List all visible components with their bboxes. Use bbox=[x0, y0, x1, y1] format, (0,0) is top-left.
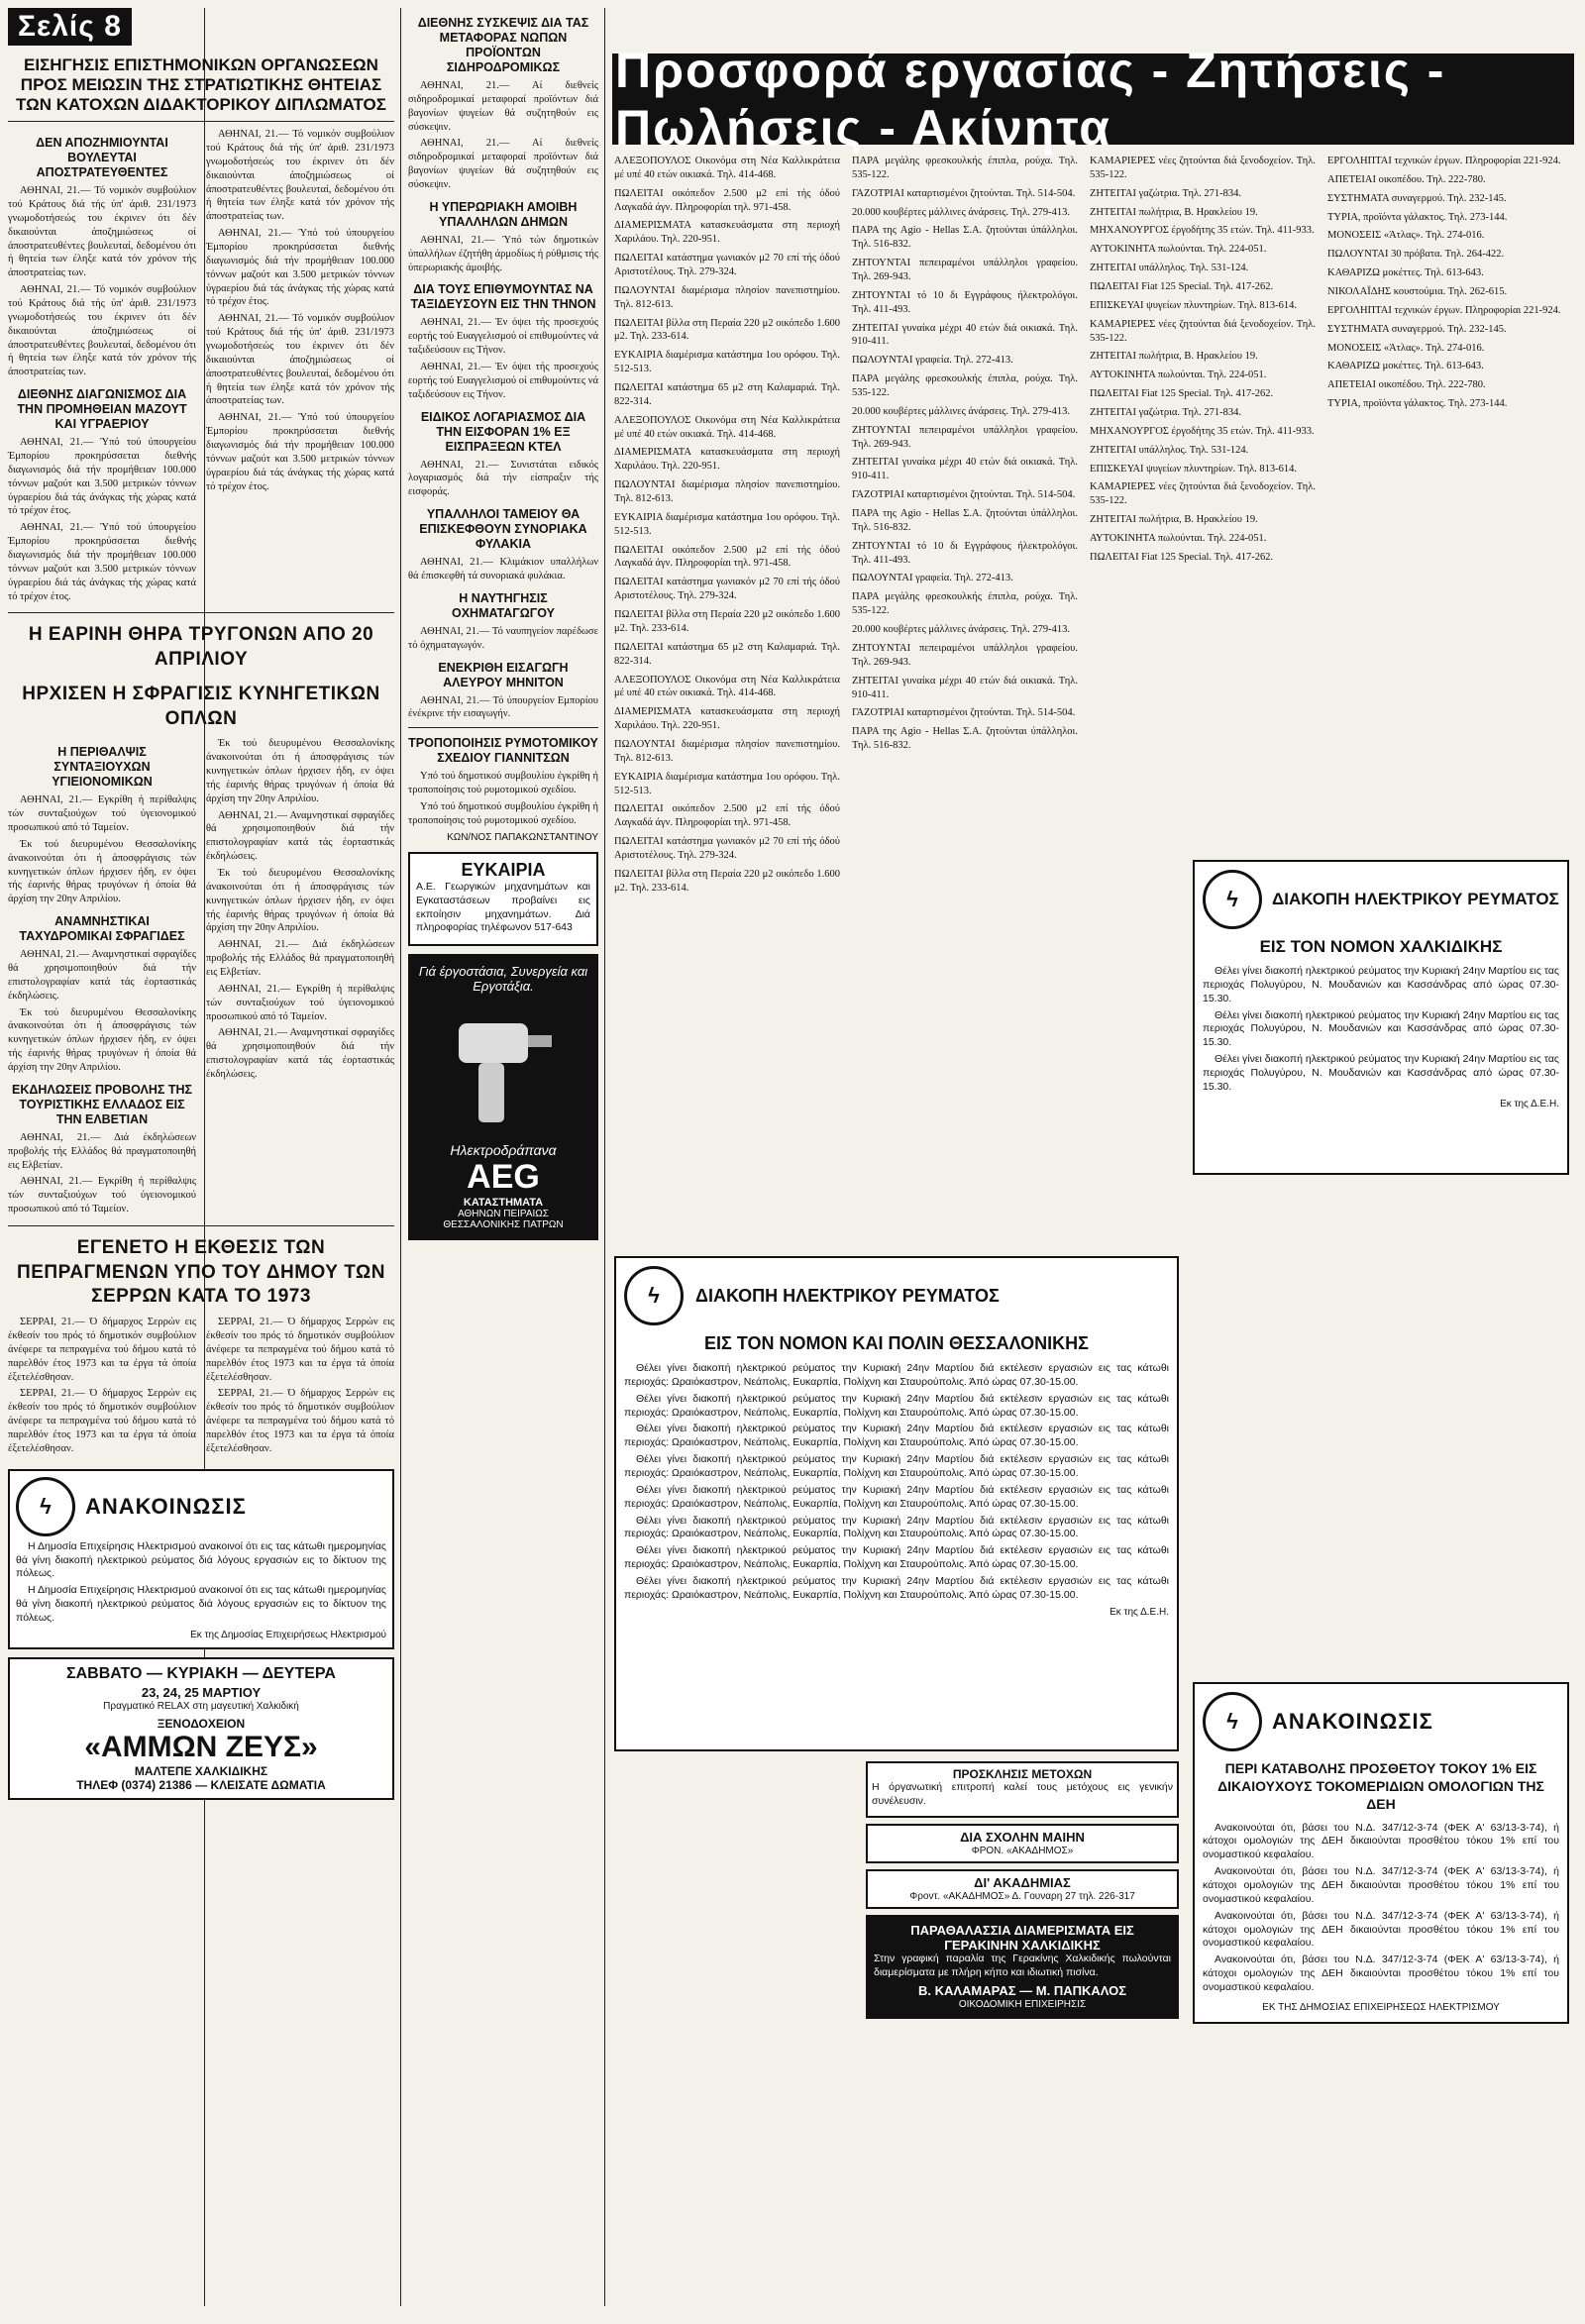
eukairia-title: ΕΥΚΑΙΡΙΑ bbox=[461, 859, 546, 880]
announcement-text: Ανακοινούται ότι, βάσει του Ν.Δ. 347/12-3-74 (ΦΕΚ Α' 63/13-3-74), ή κάτοχοι ομολογιών της ΔΕΗ δικαιούνται προσθέτου τόκου 1% επί του ονομαστικού κεφαλαίου. bbox=[1203, 1865, 1559, 1905]
classified-item: ΖΗΤΕΙΤΑΙ γυναίκα μέχρι 40 ετών διά οικιακά. Τηλ. 910-411. bbox=[852, 457, 1078, 482]
article-text: ΑΘΗΝΑΙ, 21.— Ύπό τού ύπουργείου Έμπορίου προκηρύσσεται διεθνής διαγωνισμός διά τήν προμήθειαν 100.000 τόννων μαζούτ και 3.500 μετρικών τόννων ύγραερίου διά τάς άνάγκας τής χώρας κατά τό τρέχον έτος. bbox=[8, 522, 196, 602]
classified-item: ΓΑΖΟΤΡΙΑΙ καταρτισμένοι ζητούνται. Τηλ. 514-504. bbox=[852, 707, 1076, 719]
classifieds-column-2 bbox=[852, 155, 1078, 758]
classified-item: ΓΑΖΟΤΡΙΑΙ καταρτισμένοι ζητούνται. Τηλ. 514-504. bbox=[852, 489, 1076, 501]
outage-text: Θέλει γίνει διακοπή ηλεκτρικού ρεύματος την Κυριακή 24ην Μαρτίου διά εκτέλεσιν εργασιών εις τας κάτωθι περιοχάς: Ωραιόκαστρον, Νεάπολις, Ευκαρπία, Πολίχνη και Σταυρούπολις. Άπό ώρας 07.30-15.00. bbox=[624, 1392, 1169, 1419]
classified-item: ΖΗΤΟΥΝΤΑΙ τό 10 δι Εγγράφους ήλεκτρολόγοι. Τηλ. 411-493. bbox=[852, 289, 1078, 315]
article-text: Έκ τού διευρυμένου Θεσσαλονίκης άνακοινούται ότι ή άποσφράγισις τών κυνηγετικών όπλων ήρχισεν ήδη, εν όψει τής έαρινής θήρας τρυγόνων ή όποία θά άρχίση την 20ην Απριλίου. bbox=[8, 838, 196, 905]
classified-item: ΠΑΡΑ μεγάλης φρεσκουλκής έπιπλα, ρούχα. Τηλ. 535-122. bbox=[852, 373, 1078, 399]
subheading: Η ΥΠΕΡΩΡΙΑΚΗ ΑΜΟΙΒΗ ΥΠΑΛΛΗΛΩΝ ΔΗΜΩΝ bbox=[429, 199, 578, 229]
classified-item: ΔΙΑΜΕΡΙΣΜΑΤΑ κατασκευάσματα στη περιοχή Χαριλάου. Τηλ. 220-951. bbox=[614, 447, 840, 473]
announcement-title: ΑΝΑΚΟΙΝΩΣΙΣ bbox=[85, 1493, 247, 1519]
classified-item: ΠΩΛΕΙΤΑΙ Fiat 125 Special. Τηλ. 417-262. bbox=[1090, 388, 1274, 400]
classified-item: 20.000 κουβέρτες μάλλινες άνάρσεις. Τηλ. 279-413. bbox=[852, 405, 1070, 417]
classified-item: ΑΛΕΞΟΠΟΥΛΟΣ Οικονόμα στη Νέα Καλλικράτεια μέ υπέ 40 ετών οικιακά. Τηλ. 414-468. bbox=[614, 156, 840, 180]
article-text: ΑΘΗΝΑΙ, 21.— Τό ύπουργείον Εμπορίου ένέκρινε τήν εισαγωγήν. bbox=[408, 694, 598, 720]
article-text: ΑΘΗΝΑΙ, 21.— Διά έκδηλώσεων προβολής τής Ελλάδος θά πραγματοποιηθή εις Ελβετίαν. bbox=[8, 1131, 196, 1171]
classified-item: ΠΑΡΑ μεγάλης φρεσκουλκής έπιπλα, ρούχα. Τηλ. 535-122. bbox=[852, 591, 1078, 617]
classified-item: ΠΩΛΕΙΤΑΙ κατάστημα γωνιακόν μ2 70 επί τής όδού Αριστοτέλους. Τηλ. 279-324. bbox=[614, 253, 840, 278]
classified-item: ΖΗΤΕΙΤΑΙ πωλήτρια, Β. Ηρακλείου 19. bbox=[1090, 514, 1258, 526]
dei-logo-icon: ϟ bbox=[1203, 1692, 1262, 1751]
section-headline: Η ΕΑΡΙΝΗ ΘΗΡΑ ΤΡΥΓΟΝΩΝ ΑΠΟ 20 ΑΠΡΙΛΙΟΥ bbox=[28, 624, 374, 671]
apartments-text: Στην γραφική παραλία της Γερακίνης Χαλκιδικής πωλούνται διαμερίσματα με πλήρη κήπο και ιδιωτική πισίνα. bbox=[874, 1952, 1171, 1978]
aeg-brand: AEG bbox=[467, 1158, 540, 1197]
classified-item: ΕΥΚΑΙΡΙΑ διαμέρισμα κατάστημα 1ου ορόφου. Τηλ. 512-513. bbox=[614, 511, 840, 537]
outage-text: Θέλει γίνει διακοπή ηλεκτρικού ρεύματος την Κυριακή 24ην Μαρτίου διά εκτέλεσιν εργασιών εις τας κάτωθι περιοχάς: Ωραιόκαστρον, Νεάπολις, Ευκαρπία, Πολίχνη και Σταυρούπολις. Άπό ώρας 07.30-15.00. bbox=[624, 1544, 1169, 1571]
classified-item: ΜΗΧΑΝΟΥΡΓΟΣ έργοδήτης 35 ετών. Τηλ. 411-933. bbox=[1090, 425, 1315, 437]
classified-item: ΕΥΚΑΙΡΙΑ διαμέρισμα κατάστημα 1ου ορόφου. Τηλ. 512-513. bbox=[614, 350, 840, 375]
announcement-text: Ανακοινούται ότι, βάσει του Ν.Δ. 347/12-3-74 (ΦΕΚ Α' 63/13-3-74), ή κάτοχοι ομολογιών της ΔΕΗ δικαιούνται προσθέτου τόκου 1% επί του ονομαστικού κεφαλαίου. bbox=[1203, 1954, 1559, 1994]
subheading: Η ΠΕΡΙΘΑΛΨΙΣ ΣΥΝΤΑΞΙΟΥΧΩΝ ΥΓΙΕΙΟΝΟΜΙΚΩΝ bbox=[52, 745, 153, 790]
dei-logo-icon: ϟ bbox=[16, 1477, 75, 1536]
article-text: ΑΘΗΝΑΙ, 21.— Ύπό τού ύπουργείου Έμπορίου προκηρύσσεται διεθνής διαγωνισμός διά τήν προμήθειαν 100.000 τόννων μαζούτ και 3.500 μετρικών τόννων ύγραερίου διά τάς άνάγκας τής χώρας κατά τό τρέχον έτος. bbox=[206, 228, 394, 308]
classified-item: ΖΗΤΕΙΤΑΙ γαζώτρια. Τηλ. 271-834. bbox=[1090, 407, 1241, 419]
article-text: ΣΕΡΡΑΙ, 21.— Ό δήμαρχος Σερρών εις έκθεσίν του πρός τό δημοτικόν συμβούλιον άνέφερε τα πεπραγμένα τού δήμου κατά τό παρελθόν έτος 1973 και τα έργα τά όποία έξετελέσθησαν. bbox=[8, 1317, 196, 1383]
classifieds-column-1 bbox=[614, 155, 840, 900]
classified-item: ΚΑΘΑΡΙΖΩ μοκέττες. Τηλ. 613-643. bbox=[1327, 267, 1484, 279]
article-text: ΑΘΗΝΑΙ, 21.— Διά έκδηλώσεων προβολής τής Ελλάδος θά πραγματοποιηθή εις Ελβετίαν. bbox=[206, 939, 394, 978]
classified-item: ΝΙΚΟΛΑΪΔΗΣ κουστούμια. Τηλ. 262-615. bbox=[1327, 286, 1508, 298]
classified-item: ΓΑΖΟΤΡΙΑΙ καταρτισμένοι ζητούνται. Τηλ. 514-504. bbox=[852, 187, 1076, 199]
outage-text: Θέλει γίνει διακοπή ηλεκτρικού ρεύματος την Κυριακή 24ην Μαρτίου διά εκτέλεσιν εργασιών εις τας κάτωθι περιοχάς: Ωραιόκαστρον, Νεάπολις, Ευκαρπία, Πολίχνη και Σταυρούπολις. Άπό ώρας 07.30-15.00. bbox=[624, 1514, 1169, 1540]
aeg-cities: ΑΘΗΝΩΝ ΠΕΙΡΑΙΩΣ ΘΕΣΣΑΛΟΝΙΚΗΣ ΠΑΤΡΩΝ bbox=[443, 1209, 564, 1231]
eukairia-ad bbox=[408, 852, 598, 946]
column-rule bbox=[604, 8, 605, 2306]
outage-text: Θέλει γίνει διακοπή ηλεκτρικού ρεύματος την Κυριακή 24ην Μαρτίου εις τας περιοχάς Πολυγύρου, Ν. Μουδανιών και Κασσάνδρας από ώρας 07.30-15.30. bbox=[1203, 965, 1559, 1004]
school-title: ΔΙΑ ΣΧΟΛΗΝ ΜΑΙΗΝ bbox=[960, 1829, 1085, 1845]
announcement-subtitle: ΠΕΡΙ ΚΑΤΑΒΟΛΗΣ ΠΡΟΣΘΕΤΟΥ ΤΟΚΟΥ 1% ΕΙΣ ΔΙΚΑΙΟΥΧΟΥΣ ΤΟΚΟΜΕΡΙΔΙΩΝ ΟΜΟΛΟΓΙΩΝ ΤΗΣ ΔΕΗ bbox=[1217, 1760, 1544, 1813]
classified-item: ΖΗΤΕΙΤΑΙ πωλήτρια, Β. Ηρακλείου 19. bbox=[1090, 351, 1258, 363]
classified-item: ΖΗΤΟΥΝΤΑΙ πεπειραμένοι υπάλληλοι γραφείου. Τηλ. 269-943. bbox=[852, 258, 1078, 283]
article-text: ΑΘΗΝΑΙ, 21.— Κλιμάκιον υπαλλήλων θά έπισκεφθή τά συνοριακά φυλάκια. bbox=[408, 557, 598, 582]
article-text: ΑΘΗΝΑΙ, 21.— Αναμνηστικαί σφραγίδες θά χρησιμοποιηθούν διά τήν επιστολογραφίαν κατά τάς έορταστικάς έκδηλώσεις. bbox=[206, 809, 394, 863]
subheading: ΔΙΕΘΝΗΣ ΣΥΣΚΕΨΙΣ ΔΙΑ ΤΑΣ ΜΕΤΑΦΟΡΑΣ ΝΩΠΩΝ ΠΡΟΪΟΝΤΩΝ ΣΙΔΗΡΟΔΡΟΜΙΚΩΣ bbox=[417, 16, 589, 74]
classified-item: ΚΑΘΑΡΙΖΩ μοκέττες. Τηλ. 613-643. bbox=[1327, 361, 1484, 372]
classified-item: ΠΩΛΕΙΤΑΙ κατάστημα 65 μ2 στη Καλαμαριά. Τηλ. 822-314. bbox=[614, 641, 840, 667]
hotel-dates: 23, 24, 25 ΜΑΡΤΙΟΥ bbox=[141, 1684, 262, 1700]
article-text: ΑΘΗΝΑΙ, 21.— Εγκρίθη ή περίθαλψις τών συνταξιούχων τού ύγειονομικού προσωπικού από τό Ταμείον. bbox=[8, 794, 196, 833]
hotel-days: ΣΑΒΒΑΤΟ — ΚΥΡΙΑΚΗ — ΔΕΥΤΕΡΑ bbox=[66, 1664, 336, 1682]
apartments-ad bbox=[866, 1915, 1179, 2020]
classified-item: ΠΩΛΟΥΝΤΑΙ διαμέρισμα πλησίον πανεπιστημίου. Τηλ. 812-613. bbox=[614, 284, 840, 310]
subheading: ΥΠΑΛΛΗΛΟΙ ΤΑΜΕΙΟΥ ΘΑ ΕΠΙΣΚΕΦΘΟΥΝ ΣΥΝΟΡΙΑΚΑ ΦΥΛΑΚΙΑ bbox=[419, 507, 587, 552]
classified-item: ΤΥΡΙΑ, προϊόντα γάλακτος. Τηλ. 273-144. bbox=[1327, 211, 1508, 223]
classified-item: ΖΗΤΟΥΝΤΑΙ πεπειραμένοι υπάλληλοι γραφείου. Τηλ. 269-943. bbox=[852, 424, 1078, 450]
article-text: ΑΘΗΝΑΙ, 21.— Αί διεθνείς σιδηροδρομικαί μεταφοραί προϊόντων διά βαγονίων ψυγείων θά συζητηθούν εις σύσκεψιν. bbox=[408, 138, 598, 191]
outage-subtitle: ΕΙΣ ΤΟΝ ΝΟΜΟΝ ΧΑΛΚΙΔΙΚΗΣ bbox=[1259, 937, 1503, 956]
academy-title: ΔΙ' ΑΚΑΔΗΜΙΑΣ bbox=[974, 1874, 1071, 1890]
apartments-contact: ΟΙΚΟΔΟΜΙΚΗ ΕΠΙΧΕΙΡΗΣΙΣ bbox=[958, 1999, 1087, 2011]
article-text: ΑΘΗΝΑΙ, 21.— Ύπό τού ύπουργείου Έμπορίου προκηρύσσεται διεθνής διαγωνισμός διά τήν προμήθειαν 100.000 τόννων μαζούτ και 3.500 μετρικών τόννων ύγραερίου διά τάς άνάγκας τής χώρας κατά τό τρέχον έτος. bbox=[206, 412, 394, 492]
outage-text: Θέλει γίνει διακοπή ηλεκτρικού ρεύματος την Κυριακή 24ην Μαρτίου διά εκτέλεσιν εργασιών εις τας κάτωθι περιοχάς: Ωραιόκαστρον, Νεάπολις, Ευκαρπία, Πολίχνη και Σταυρούπολις. Άπό ώρας 07.30-15.00. bbox=[624, 1362, 1169, 1388]
hotel-name: «ΑΜΜΩΝ ΖΕΥΣ» bbox=[84, 1730, 318, 1763]
aeg-tagline: Γιά έργοστάσια, Συνεργεία και Εργοτάξια. bbox=[418, 964, 588, 995]
outage-signature: Εκ της Δ.Ε.Η. bbox=[1110, 1606, 1169, 1618]
classified-item: ΠΩΛΕΙΤΑΙ βίλλα στη Περαία 220 μ2 οικόπεδο 1.600 μ2. Τηλ. 233-614. bbox=[614, 609, 840, 634]
apartments-title: ΠΑΡΑΘΑΛΑΣΣΙΑ ΔΙΑΜΕΡΙΣΜΑΤΑ ΕΙΣ ΓΕΡΑΚΙΝΗΝ ΧΑΛΚΙΔΙΚΗΣ bbox=[910, 1922, 1134, 1953]
small-ads-group bbox=[866, 1761, 1179, 2019]
shareholders-text: Η όργανωτική επιτροπή καλεί τους μετόχους εις γενικήν συνέλευσιν. bbox=[872, 1781, 1173, 1807]
left-column bbox=[8, 8, 394, 1800]
announcement-ad bbox=[8, 1469, 394, 1649]
classified-item: ΖΗΤΟΥΝΤΑΙ τό 10 δι Εγγράφους ήλεκτρολόγοι. Τηλ. 411-493. bbox=[852, 540, 1078, 566]
classified-item: ΠΩΛΕΙΤΑΙ κατάστημα γωνιακόν μ2 70 επί τής όδού Αριστοτέλους. Τηλ. 279-324. bbox=[614, 577, 840, 602]
dei-chalkidiki-ad bbox=[1193, 860, 1569, 1175]
classified-item: ΠΩΛΟΥΝΤΑΙ διαμέρισμα πλησίον πανεπιστημίου. Τηλ. 812-613. bbox=[614, 738, 840, 764]
author-signature: ΚΩΝ/ΝΟΣ ΠΑΠΑΚΩΝΣΤΑΝΤΙΝΟΥ bbox=[447, 831, 598, 843]
classified-item: ΠΩΛΕΙΤΑΙ βίλλα στη Περαία 220 μ2 οικόπεδο 1.600 μ2. Τηλ. 233-614. bbox=[614, 868, 840, 894]
classified-item: ΖΗΤΕΙΤΑΙ πωλήτρια, Β. Ηρακλείου 19. bbox=[1090, 206, 1258, 218]
classified-item: ΣΥΣΤΗΜΑΤΑ συναγερμού. Τηλ. 232-145. bbox=[1327, 192, 1507, 204]
classified-item: ΠΩΛΟΥΝΤΑΙ γραφεία. Τηλ. 272-413. bbox=[852, 573, 1013, 584]
apartments-firm: Β. ΚΑΛΑΜΑΡΑΣ — Μ. ΠΑΠΚΑΛΟΣ bbox=[917, 1983, 1126, 1999]
classified-item: ΜΟΝΟΣΕΙΣ «Άτλας». Τηλ. 274-016. bbox=[1327, 230, 1485, 242]
subheading: ΑΝΑΜΝΗΣΤΙΚΑΙ ΤΑΧΥΔΡΟΜΙΚΑΙ ΣΦΡΑΓΙΔΕΣ bbox=[19, 914, 185, 944]
outage-signature: Εκ της Δ.Ε.Η. bbox=[1500, 1098, 1559, 1109]
classified-item: ΠΩΛΟΥΝΤΑΙ διαμέρισμα πλησίον πανεπιστημίου. Τηλ. 812-613. bbox=[614, 479, 840, 505]
outage-text: Θέλει γίνει διακοπή ηλεκτρικού ρεύματος την Κυριακή 24ην Μαρτίου διά εκτέλεσιν εργασιών εις τας κάτωθι περιοχάς: Ωραιόκαστρον, Νεάπολις, Ευκαρπία, Πολίχνη και Σταυρούπολις. Άπό ώρας 07.30-15.00. bbox=[624, 1575, 1169, 1601]
classified-item: ΠΩΛΕΙΤΑΙ κατάστημα γωνιακόν μ2 70 επί τής όδού Αριστοτέλους. Τηλ. 279-324. bbox=[614, 836, 840, 861]
dei-thessaloniki-ad bbox=[614, 1256, 1179, 1751]
classified-item: ΑΛΕΞΟΠΟΥΛΟΣ Οικονόμα στη Νέα Καλλικράτεια μέ υπέ 40 ετών οικιακά. Τηλ. 414-468. bbox=[614, 674, 840, 699]
article-text: ΑΘΗΝΑΙ, 21.— Εγκρίθη ή περίθαλψις τών συνταξιούχων τού ύγειονομικού προσωπικού από τό Ταμείον. bbox=[206, 983, 394, 1022]
academy-ad bbox=[866, 1869, 1179, 1909]
classified-item: ΠΩΛΕΙΤΑΙ οικόπεδον 2.500 μ2 επί τής όδού Λαγκαδά άγν. Πληροφορίαι τηλ. 971-458. bbox=[614, 187, 840, 213]
subheading: ΔΕΝ ΑΠΟΖΗΜΙΟΥΝΤΑΙ ΒΟΥΛΕΥΤΑΙ ΑΠΟΣΤΡΑΤΕΥΘΕΝΤΕΣ bbox=[36, 136, 168, 180]
column-rule bbox=[400, 8, 401, 2306]
article-text: ΑΘΗΝΑΙ, 21.— Τό νομικόν συμβούλιον τού Κράτους διά τής ύπ' άριθ. 231/1973 γνωμοδοτήσεώς του έκρινεν ότι δέν δικαιούνται άποζημιώσεως οί άποστρατευθέντες βουλευταί, δεδομένου ότι ή θητεία των έληξε κατά τόν χρόνον τής άποστρατείας των. bbox=[206, 313, 394, 407]
subheading: ΔΙΕΘΝΗΣ ΔΙΑΓΩΝΙΣΜΟΣ ΔΙΑ ΤΗΝ ΠΡΟΜΗΘΕΙΑΝ ΜΑΖΟΥΤ ΚΑΙ ΥΓΡΑΕΡΙΟΥ bbox=[17, 387, 187, 432]
outage-text: Θέλει γίνει διακοπή ηλεκτρικού ρεύματος την Κυριακή 24ην Μαρτίου διά εκτέλεσιν εργασιών εις τας κάτωθι περιοχάς: Ωραιόκαστρον, Νεάπολις, Ευκαρπία, Πολίχνη και Σταυρούπολις. Άπό ώρας 07.30-15.00. bbox=[624, 1483, 1169, 1510]
classified-item: ΜΗΧΑΝΟΥΡΓΟΣ έργοδήτης 35 ετών. Τηλ. 411-933. bbox=[1090, 225, 1315, 237]
classified-item: 20.000 κουβέρτες μάλλινες άνάρσεις. Τηλ. 279-413. bbox=[852, 206, 1070, 218]
classified-item: ΣΥΣΤΗΜΑΤΑ συναγερμού. Τηλ. 232-145. bbox=[1327, 323, 1507, 335]
classifieds-column-4 bbox=[1327, 155, 1569, 416]
classified-item: ΠΩΛΕΙΤΑΙ Fiat 125 Special. Τηλ. 417-262. bbox=[1090, 551, 1274, 563]
classified-item: ΠΩΛΕΙΤΑΙ βίλλα στη Περαία 220 μ2 οικόπεδο 1.600 μ2. Τηλ. 233-614. bbox=[614, 317, 840, 343]
classifieds-banner: Προσφορά εργασίας - Ζητήσεις - Πωλήσεις - Ακίνητα bbox=[612, 53, 1574, 145]
shareholders-ad bbox=[866, 1761, 1179, 1818]
classified-item: ΠΩΛΕΙΤΑΙ κατάστημα 65 μ2 στη Καλαμαριά. Τηλ. 822-314. bbox=[614, 382, 840, 407]
hotel-ad bbox=[8, 1657, 394, 1800]
outage-text: Θέλει γίνει διακοπή ηλεκτρικού ρεύματος την Κυριακή 24ην Μαρτίου εις τας περιοχάς Πολυγύρου, Ν. Μουδανιών και Κασσάνδρας από ώρας 07.30-15.30. bbox=[1203, 1053, 1559, 1093]
outage-text: Θέλει γίνει διακοπή ηλεκτρικού ρεύματος την Κυριακή 24ην Μαρτίου διά εκτέλεσιν εργασιών εις τας κάτωθι περιοχάς: Ωραιόκαστρον, Νεάπολις, Ευκαρπία, Πολίχνη και Σταυρούπολις. Άπό ώρας 07.30-15.00. bbox=[624, 1423, 1169, 1449]
dei-bond-announcement bbox=[1193, 1682, 1569, 2024]
outage-subtitle: ΕΙΣ ΤΟΝ ΝΟΜΟΝ ΚΑΙ ΠΟΛΙΝ ΘΕΣΣΑΛΟΝΙΚΗΣ bbox=[704, 1333, 1089, 1353]
article-text: ΑΘΗΝΑΙ, 21.— Τό νομικόν συμβούλιον τού Κράτους διά τής ύπ' άριθ. 231/1973 γνωμοδοτήσεώς του έκρινεν ότι δέν δικαιούνται άποζημιώσεως οί άποστρατευθέντες βουλευταί, δεδομένου ότι ή θητεία των έληξε κατά τόν χρόνον τής άποστρατείας των. bbox=[8, 185, 196, 279]
classified-item: ΠΑΡΑ μεγάλης φρεσκουλκής έπιπλα, ρούχα. Τηλ. 535-122. bbox=[852, 156, 1078, 180]
article-text: ΣΕΡΡΑΙ, 21.— Ό δήμαρχος Σερρών εις έκθεσίν του πρός τό δημοτικόν συμβούλιον άνέφερε τα πεπραγμένα τού δήμου κατά τό παρελθόν έτος 1973 και τα έργα τά όποία έξετελέσθησαν. bbox=[206, 1388, 394, 1454]
dei-logo-icon: ϟ bbox=[1203, 870, 1262, 929]
classified-item: ΔΙΑΜΕΡΙΣΜΑΤΑ κατασκευάσματα στη περιοχή Χαριλάου. Τηλ. 220-951. bbox=[614, 706, 840, 732]
classified-item: ΑΛΕΞΟΠΟΥΛΟΣ Οικονόμα στη Νέα Καλλικράτεια μέ υπέ 40 ετών οικιακά. Τηλ. 414-468. bbox=[614, 414, 840, 440]
drill-icon bbox=[418, 994, 588, 1142]
hotel-desc: Πραγματικό RELAX στη μαγευτική Χαλκιδική bbox=[103, 1700, 299, 1712]
classified-item: ΔΙΑΜΕΡΙΣΜΑΤΑ κατασκευάσματα στη περιοχή Χαριλάου. Τηλ. 220-951. bbox=[614, 220, 840, 246]
classified-item: ΕΥΚΑΙΡΙΑ διαμέρισμα κατάστημα 1ου ορόφου. Τηλ. 512-513. bbox=[614, 771, 840, 796]
article-text: Έκ τού διευρυμένου Θεσσαλονίκης άνακοινούται ότι ή άποσφράγισις τών κυνηγετικών όπλων ήρχισεν ήδη, εν όψει τής έαρινής θήρας τρυγόνων ή όποία θά άρχίση την 20ην Απριλίου. bbox=[206, 867, 394, 934]
announcement-signature: ΕΚ ΤΗΣ ΔΗΜΟΣΙΑΣ ΕΠΙΧΕΙΡΗΣΕΩΣ ΗΛΕΚΤΡΙΣΜΟΥ bbox=[1262, 2001, 1500, 2013]
article-text: ΣΕΡΡΑΙ, 21.— Ό δήμαρχος Σερρών εις έκθεσίν του πρός τό δημοτικόν συμβούλιον άνέφερε τα πεπραγμένα τού δήμου κατά τό παρελθόν έτος 1973 και τα έργα τά όποία έξετελέσθησαν. bbox=[8, 1388, 196, 1454]
article-text: ΑΘΗΝΑΙ, 21.— Έν όψει τής προσεχούς εορτής τού Ευαγγελισμού οί επιθυμούντες νά ταξιδεύσουν εις Τήνον. bbox=[408, 362, 598, 400]
announcement-text: Η Δημοσία Επιχείρησις Ηλεκτρισμού ανακοινοί ότι εις τας κάτωθι ημερομηνίας θά γίνη διακοπή ηλεκτρικού ρεύματος διά λόγους εργασιών εις το δίκτυον της πόλεως. bbox=[16, 1539, 386, 1580]
classified-item: ΕΡΓΟΛΗΠΤΑΙ τεχνικών έργων. Πληροφορίαι 221-924. bbox=[1327, 156, 1561, 166]
article-text: ΑΘΗΝΑΙ, 21.— Αναμνηστικαί σφραγίδες θά χρησιμοποιηθούν διά τήν επιστολογραφίαν κατά τάς έορταστικάς έκδηλώσεις. bbox=[8, 949, 196, 1002]
classified-item: ΠΩΛΟΥΝΤΑΙ γραφεία. Τηλ. 272-413. bbox=[852, 355, 1013, 367]
article-text: ΑΘΗΝΑΙ, 21.— Έν όψει τής προσεχούς εορτής τού Ευαγγελισμού οί επιθυμούντες νά ταξιδεύσουν εις Τήνον. bbox=[408, 317, 598, 357]
classified-item: ΖΗΤΟΥΝΤΑΙ πεπειραμένοι υπάλληλοι γραφείου. Τηλ. 269-943. bbox=[852, 642, 1078, 668]
aeg-product: Ηλεκτροδράπανα bbox=[450, 1142, 557, 1159]
article-text: Υπό τού δημοτικού συμβουλίου έγκρίθη ή τροποποίησις τού ρυμοτομικού σχεδίου. bbox=[408, 771, 598, 796]
classified-item: ΑΥΤΟΚΙΝΗΤΑ πωλούνται. Τηλ. 224-051. bbox=[1090, 533, 1267, 545]
newspaper-page bbox=[8, 8, 1577, 2316]
announcement-text: Ανακοινούται ότι, βάσει του Ν.Δ. 347/12-3-74 (ΦΕΚ Α' 63/13-3-74), ή κάτοχοι ομολογιών της ΔΕΗ δικαιούνται προσθέτου τόκου 1% επί του ονομαστικού κεφαλαίου. bbox=[1203, 1909, 1559, 1950]
announcement-title: ΑΝΑΚΟΙΝΩΣΙΣ bbox=[1272, 1709, 1433, 1734]
classifieds-column-3 bbox=[1090, 155, 1316, 570]
main-headline: ΕΙΣΗΓΗΣΙΣ ΕΠΙΣΤΗΜΟΝΙΚΩΝ ΟΡΓΑΝΩΣΕΩΝ ΠΡΟΣ ΜΕΙΩΣΙΝ ΤΗΣ ΣΤΡΑΤΙΩΤΙΚΗΣ ΘΗΤΕΙΑΣ ΤΩΝ ΚΑΤΟΧΩΝ ΔΙΔΑΚΤΟΡΙΚΟΥ ΔΙΠΛΩΜΑΤΟΣ bbox=[16, 55, 386, 115]
middle-column bbox=[408, 8, 598, 1240]
hotel-phone: ΤΗΛΕΦ (0374) 21386 — ΚΛΕΙΣΑΤΕ ΔΩΜΑΤΙΑ bbox=[76, 1777, 326, 1792]
hotel-address: ΜΑΛΤΕΠΕ ΧΑΛΚΙΔΙΚΗΣ bbox=[134, 1763, 268, 1778]
school-ad bbox=[866, 1824, 1179, 1863]
subheading: ΔΙΑ ΤΟΥΣ ΕΠΙΘΥΜΟΥΝΤΑΣ ΝΑ ΤΑΞΙΔΕΥΣΟΥΝ ΕΙΣ ΤΗΝ ΤΗΝΟΝ bbox=[410, 282, 596, 312]
subheading: Η ΝΑΥΤΗΓΗΣΙΣ ΟΧΗΜΑΤΑΓΩΓΟΥ bbox=[452, 590, 555, 620]
eukairia-text: Α.Ε. Γεωργικών μηχανημάτων και Εγκαταστάσεων προβαίνει εις εκποίησιν μηχανημάτων. Διά πληροφορίας τηλέφωνον 517-643 bbox=[416, 880, 590, 934]
classified-item: ΕΠΙΣΚΕΥΑΙ ψυγείων πλυντηρίων. Τηλ. 813-614. bbox=[1090, 463, 1298, 475]
article-text: ΑΘΗΝΑΙ, 21.— Συνιστάται ειδικός λογαριασμός διά τήν είσπραξιν τής εισφοράς. bbox=[408, 459, 598, 498]
article-text: ΑΘΗΝΑΙ, 21.— Τό ναυπηγείον παρέδωσε τό όχηματαγωγόν. bbox=[408, 625, 598, 651]
outage-title: ΔΙΑΚΟΠΗ ΗΛΕΚΤΡΙΚΟΥ ΡΕΥΜΑΤΟΣ bbox=[695, 1285, 1000, 1306]
article-text: Έκ τού διευρυμένου Θεσσαλονίκης άνακοινούται ότι ή άποσφράγισις τών κυνηγετικών όπλων ήρχισεν ήδη, εν όψει τής έαρινής θήρας τρυγόνων ή όποία θά άρχίση την 20ην Απριλίου. bbox=[8, 1006, 196, 1073]
classified-item: ΠΩΛΕΙΤΑΙ οικόπεδον 2.500 μ2 επί τής όδού Λαγκαδά άγν. Πληροφορίαι τηλ. 971-458. bbox=[614, 803, 840, 829]
subheading: ΕΙΔΙΚΟΣ ΛΟΓΑΡΙΑΣΜΟΣ ΔΙΑ ΤΗΝ ΕΙΣΦΟΡΑΝ 1% ΕΞ ΕΙΣΠΡΑΞΕΩΝ ΚΤΕΛ bbox=[420, 409, 586, 454]
subheading: ΕΝΕΚΡΙΘΗ ΕΙΣΑΓΩΓΗ ΑΛΕΥΡΟΥ ΜΗΝΙΤΟΝ bbox=[438, 660, 569, 689]
classified-item: ΖΗΤΕΙΤΑΙ υπάλληλος. Τηλ. 531-124. bbox=[1090, 263, 1249, 274]
subheading: ΤΡΟΠΟΠΟΙΗΣΙΣ ΡΥΜΟΤΟΜΙΚΟΥ ΣΧΕΔΙΟΥ ΓΙΑΝΝΙΤΣΩΝ bbox=[408, 736, 598, 766]
article-text: ΑΘΗΝΑΙ, 21.— Ύπό τών δημοτικών ύπαλλήλων έζητήθη άρμοδίως ή ρύθμισις τής ύπερωριακής άμοιβής. bbox=[408, 234, 598, 273]
aeg-ad bbox=[408, 954, 598, 1240]
article-text: ΑΘΗΝΑΙ, 21.— Αί διεθνείς σιδηροδρομικαί μεταφοραί προϊόντων διά βαγονίων ψυγείων θά συζητηθούν εις σύσκεψιν. bbox=[408, 80, 598, 133]
section-headline: ΕΓΕΝΕΤΟ Η ΕΚΘΕΣΙΣ ΤΩΝ ΠΕΠΡΑΓΜΕΝΩΝ ΥΠΟ ΤΟΥ ΔΗΜΟΥ ΤΩΝ ΣΕΡΡΩΝ ΚΑΤΑ ΤΟ 1973 bbox=[17, 1237, 385, 1308]
school-sub: ΦΡΟΝ. «ΑΚΑΔΗΜΟΣ» bbox=[971, 1845, 1074, 1856]
classified-item: ΚΑΜΑΡΙΕΡΕΣ νέες ζητούνται διά ξενοδοχείον. Τηλ. 535-122. bbox=[1090, 156, 1316, 180]
announcement-text: Ανακοινούται ότι, βάσει του Ν.Δ. 347/12-3-74 (ΦΕΚ Α' 63/13-3-74), ή κάτοχοι ομολογιών της ΔΕΗ δικαιούνται προσθέτου τόκου 1% επί του ονομαστικού κεφαλαίου. bbox=[1203, 1821, 1559, 1861]
classified-item: ΠΑΡΑ της Agio - Hellas Σ.Α. ζητούνται ύπάλληλοι. Τηλ. 516-832. bbox=[852, 225, 1078, 251]
article-text: ΣΕΡΡΑΙ, 21.— Ό δήμαρχος Σερρών εις έκθεσίν του πρός τό δημοτικόν συμβούλιον άνέφερε τα πεπραγμένα τού δήμου κατά τό παρελθόν έτος 1973 και τα έργα τά όποία έξετελέσθησαν. bbox=[206, 1317, 394, 1383]
classified-item: ΠΑΡΑ της Agio - Hellas Σ.Α. ζητούνται ύπάλληλοι. Τηλ. 516-832. bbox=[852, 508, 1078, 533]
classified-item: ΖΗΤΕΙΤΑΙ γαζώτρια. Τηλ. 271-834. bbox=[1090, 187, 1241, 199]
classified-item: ΜΟΝΟΣΕΙΣ «Άτλας». Τηλ. 274-016. bbox=[1327, 342, 1485, 354]
aeg-stores: ΚΑΤΑΣΤΗΜΑΤΑ bbox=[463, 1197, 544, 1210]
dei-logo-icon: ϟ bbox=[624, 1266, 684, 1325]
section-headline: ΗΡΧΙΣΕΝ Η ΣΦΡΑΓΙΣΙΣ ΚΥΝΗΓΕΤΙΚΩΝ ΟΠΛΩΝ bbox=[22, 683, 380, 729]
academy-text: Φροντ. «ΑΚΑΔΗΜΟΣ» Δ. Γουναρη 27 τηλ. 226-317 bbox=[909, 1890, 1135, 1902]
classified-item: ΑΥΤΟΚΙΝΗΤΑ πωλούνται. Τηλ. 224-051. bbox=[1090, 370, 1267, 381]
classified-item: ΑΠΕΤΕΙΑΙ οικοπέδου. Τηλ. 222-780. bbox=[1327, 379, 1486, 391]
article-text: ΑΘΗΝΑΙ, 21.— Τό νομικόν συμβούλιον τού Κράτους διά τής ύπ' άριθ. 231/1973 γνωμοδοτήσεώς του έκρινεν ότι δέν δικαιούνται άποζημιώσεως οί άποστρατευθέντες βουλευταί, δεδομένου ότι ή θητεία των έληξε κατά τόν χρόνον τής άποστρατείας των. bbox=[206, 129, 394, 223]
hotel-label: ΞΕΝΟΔΟΧΕΙΟΝ bbox=[157, 1716, 246, 1731]
shareholders-title: ΠΡΟΣΚΛΗΣΙΣ ΜΕΤΟΧΩΝ bbox=[952, 1767, 1093, 1781]
article-text: ΑΘΗΝΑΙ, 21.— Ύπό τού ύπουργείου Έμπορίου προκηρύσσεται διεθνής διαγωνισμός διά τήν προμήθειαν 100.000 τόννων μαζούτ και 3.500 μετρικών τόννων ύγραερίου διά τάς άνάγκας τής χώρας κατά τό τρέχον έτος. bbox=[8, 437, 196, 517]
article-text: ΑΘΗΝΑΙ, 21.— Τό νομικόν συμβούλιον τού Κράτους διά τής ύπ' άριθ. 231/1973 γνωμοδοτήσεώς του έκρινεν ότι δέν δικαιούνται άποζημιώσεως οί άποστρατευθέντες βουλευταί, δεδομένου ότι ή θητεία των έληξε κατά τόν χρόνον τής άποστρατείας των. bbox=[8, 284, 196, 378]
subheading: ΕΚΔΗΛΩΣΕΙΣ ΠΡΟΒΟΛΗΣ ΤΗΣ ΤΟΥΡΙΣΤΙΚΗΣ ΕΛΛΑΔΟΣ ΕΙΣ ΤΗΝ ΕΛΒΕΤΙΑΝ bbox=[11, 1082, 193, 1126]
classified-item: ΑΥΤΟΚΙΝΗΤΑ πωλούνται. Τηλ. 224-051. bbox=[1090, 244, 1267, 256]
article-text: ΑΘΗΝΑΙ, 21.— Αναμνηστικαί σφραγίδες θά χρησιμοποιηθούν διά τήν επιστολογραφίαν κατά τάς έορταστικάς έκδηλώσεις. bbox=[206, 1027, 394, 1080]
classified-item: ΚΑΜΑΡΙΕΡΕΣ νέες ζητούνται διά ξενοδοχείον. Τηλ. 535-122. bbox=[1090, 481, 1316, 507]
classified-item: ΖΗΤΕΙΤΑΙ γυναίκα μέχρι 40 ετών διά οικιακά. Τηλ. 910-411. bbox=[852, 322, 1078, 348]
classified-item: ΖΗΤΕΙΤΑΙ γυναίκα μέχρι 40 ετών διά οικιακά. Τηλ. 910-411. bbox=[852, 675, 1078, 700]
classified-item: ΠΩΛΕΙΤΑΙ Fiat 125 Special. Τηλ. 417-262. bbox=[1090, 281, 1274, 293]
classified-item: ΕΠΙΣΚΕΥΑΙ ψυγείων πλυντηρίων. Τηλ. 813-614. bbox=[1090, 299, 1298, 311]
classified-item: ΑΠΕΤΕΙΑΙ οικοπέδου. Τηλ. 222-780. bbox=[1327, 173, 1486, 185]
announcement-signature: Εκ της Δημοσίας Επιχειρήσεως Ηλεκτρισμού bbox=[190, 1629, 386, 1640]
outage-text: Θέλει γίνει διακοπή ηλεκτρικού ρεύματος την Κυριακή 24ην Μαρτίου εις τας περιοχάς Πολυγύρου, Ν. Μουδανιών και Κασσάνδρας από ώρας 07.30-15.30. bbox=[1203, 1008, 1559, 1049]
outage-text: Θέλει γίνει διακοπή ηλεκτρικού ρεύματος την Κυριακή 24ην Μαρτίου διά εκτέλεσιν εργασιών εις τας κάτωθι περιοχάς: Ωραιόκαστρον, Νεάπολις, Ευκαρπία, Πολίχνη και Σταυρούπολις. Άπό ώρας 07.30-15.00. bbox=[624, 1453, 1169, 1480]
divider bbox=[8, 121, 394, 122]
outage-title: ΔΙΑΚΟΠΗ ΗΛΕΚΤΡΙΚΟΥ ΡΕΥΜΑΤΟΣ bbox=[1272, 890, 1559, 908]
page-number: Σελίς 8 bbox=[8, 8, 132, 46]
classified-item: ΠΩΛΕΙΤΑΙ οικόπεδον 2.500 μ2 επί τής όδού Λαγκαδά άγν. Πληροφορίαι τηλ. 971-458. bbox=[614, 544, 840, 570]
article-text: ΑΘΗΝΑΙ, 21.— Εγκρίθη ή περίθαλψις τών συνταξιούχων τού ύγειονομικού προσωπικού από τό Ταμείον. bbox=[8, 1176, 196, 1215]
classified-item: ΖΗΤΕΙΤΑΙ υπάλληλος. Τηλ. 531-124. bbox=[1090, 444, 1249, 456]
article-text: Έκ τού διευρυμένου Θεσσαλονίκης άνακοινούται ότι ή άποσφράγισις τών κυνηγετικών όπλων ήρχισεν ήδη, εν όψει τής έαρινής θήρας τρυγόνων ή όποία θά άρχίση την 20ην Απριλίου. bbox=[206, 738, 394, 804]
classified-item: ΤΥΡΙΑ, προϊόντα γάλακτος. Τηλ. 273-144. bbox=[1327, 398, 1508, 410]
announcement-text: Η Δημοσία Επιχείρησις Ηλεκτρισμού ανακοινοί ότι εις τας κάτωθι ημερομηνίας θά γίνη διακοπή ηλεκτρικού ρεύματος διά λόγους εργασιών εις το δίκτυον της πόλεως. bbox=[16, 1584, 386, 1624]
article-text: Υπό τού δημοτικού συμβουλίου έγκρίθη ή τροποποίησις τού ρυμοτομικού σχεδίου. bbox=[408, 801, 598, 826]
classified-item: ΕΡΓΟΛΗΠΤΑΙ τεχνικών έργων. Πληροφορίαι 221-924. bbox=[1327, 304, 1561, 316]
classified-item: ΠΑΡΑ της Agio - Hellas Σ.Α. ζητούνται ύπάλληλοι. Τηλ. 516-832. bbox=[852, 726, 1078, 752]
classified-item: 20.000 κουβέρτες μάλλινες άνάρσεις. Τηλ. 279-413. bbox=[852, 624, 1070, 636]
classified-item: ΚΑΜΑΡΙΕΡΕΣ νέες ζητούνται διά ξενοδοχείον. Τηλ. 535-122. bbox=[1090, 318, 1316, 344]
classified-item: ΠΩΛΟΥΝΤΑΙ 30 πρόβατα. Τηλ. 264-422. bbox=[1327, 249, 1505, 261]
